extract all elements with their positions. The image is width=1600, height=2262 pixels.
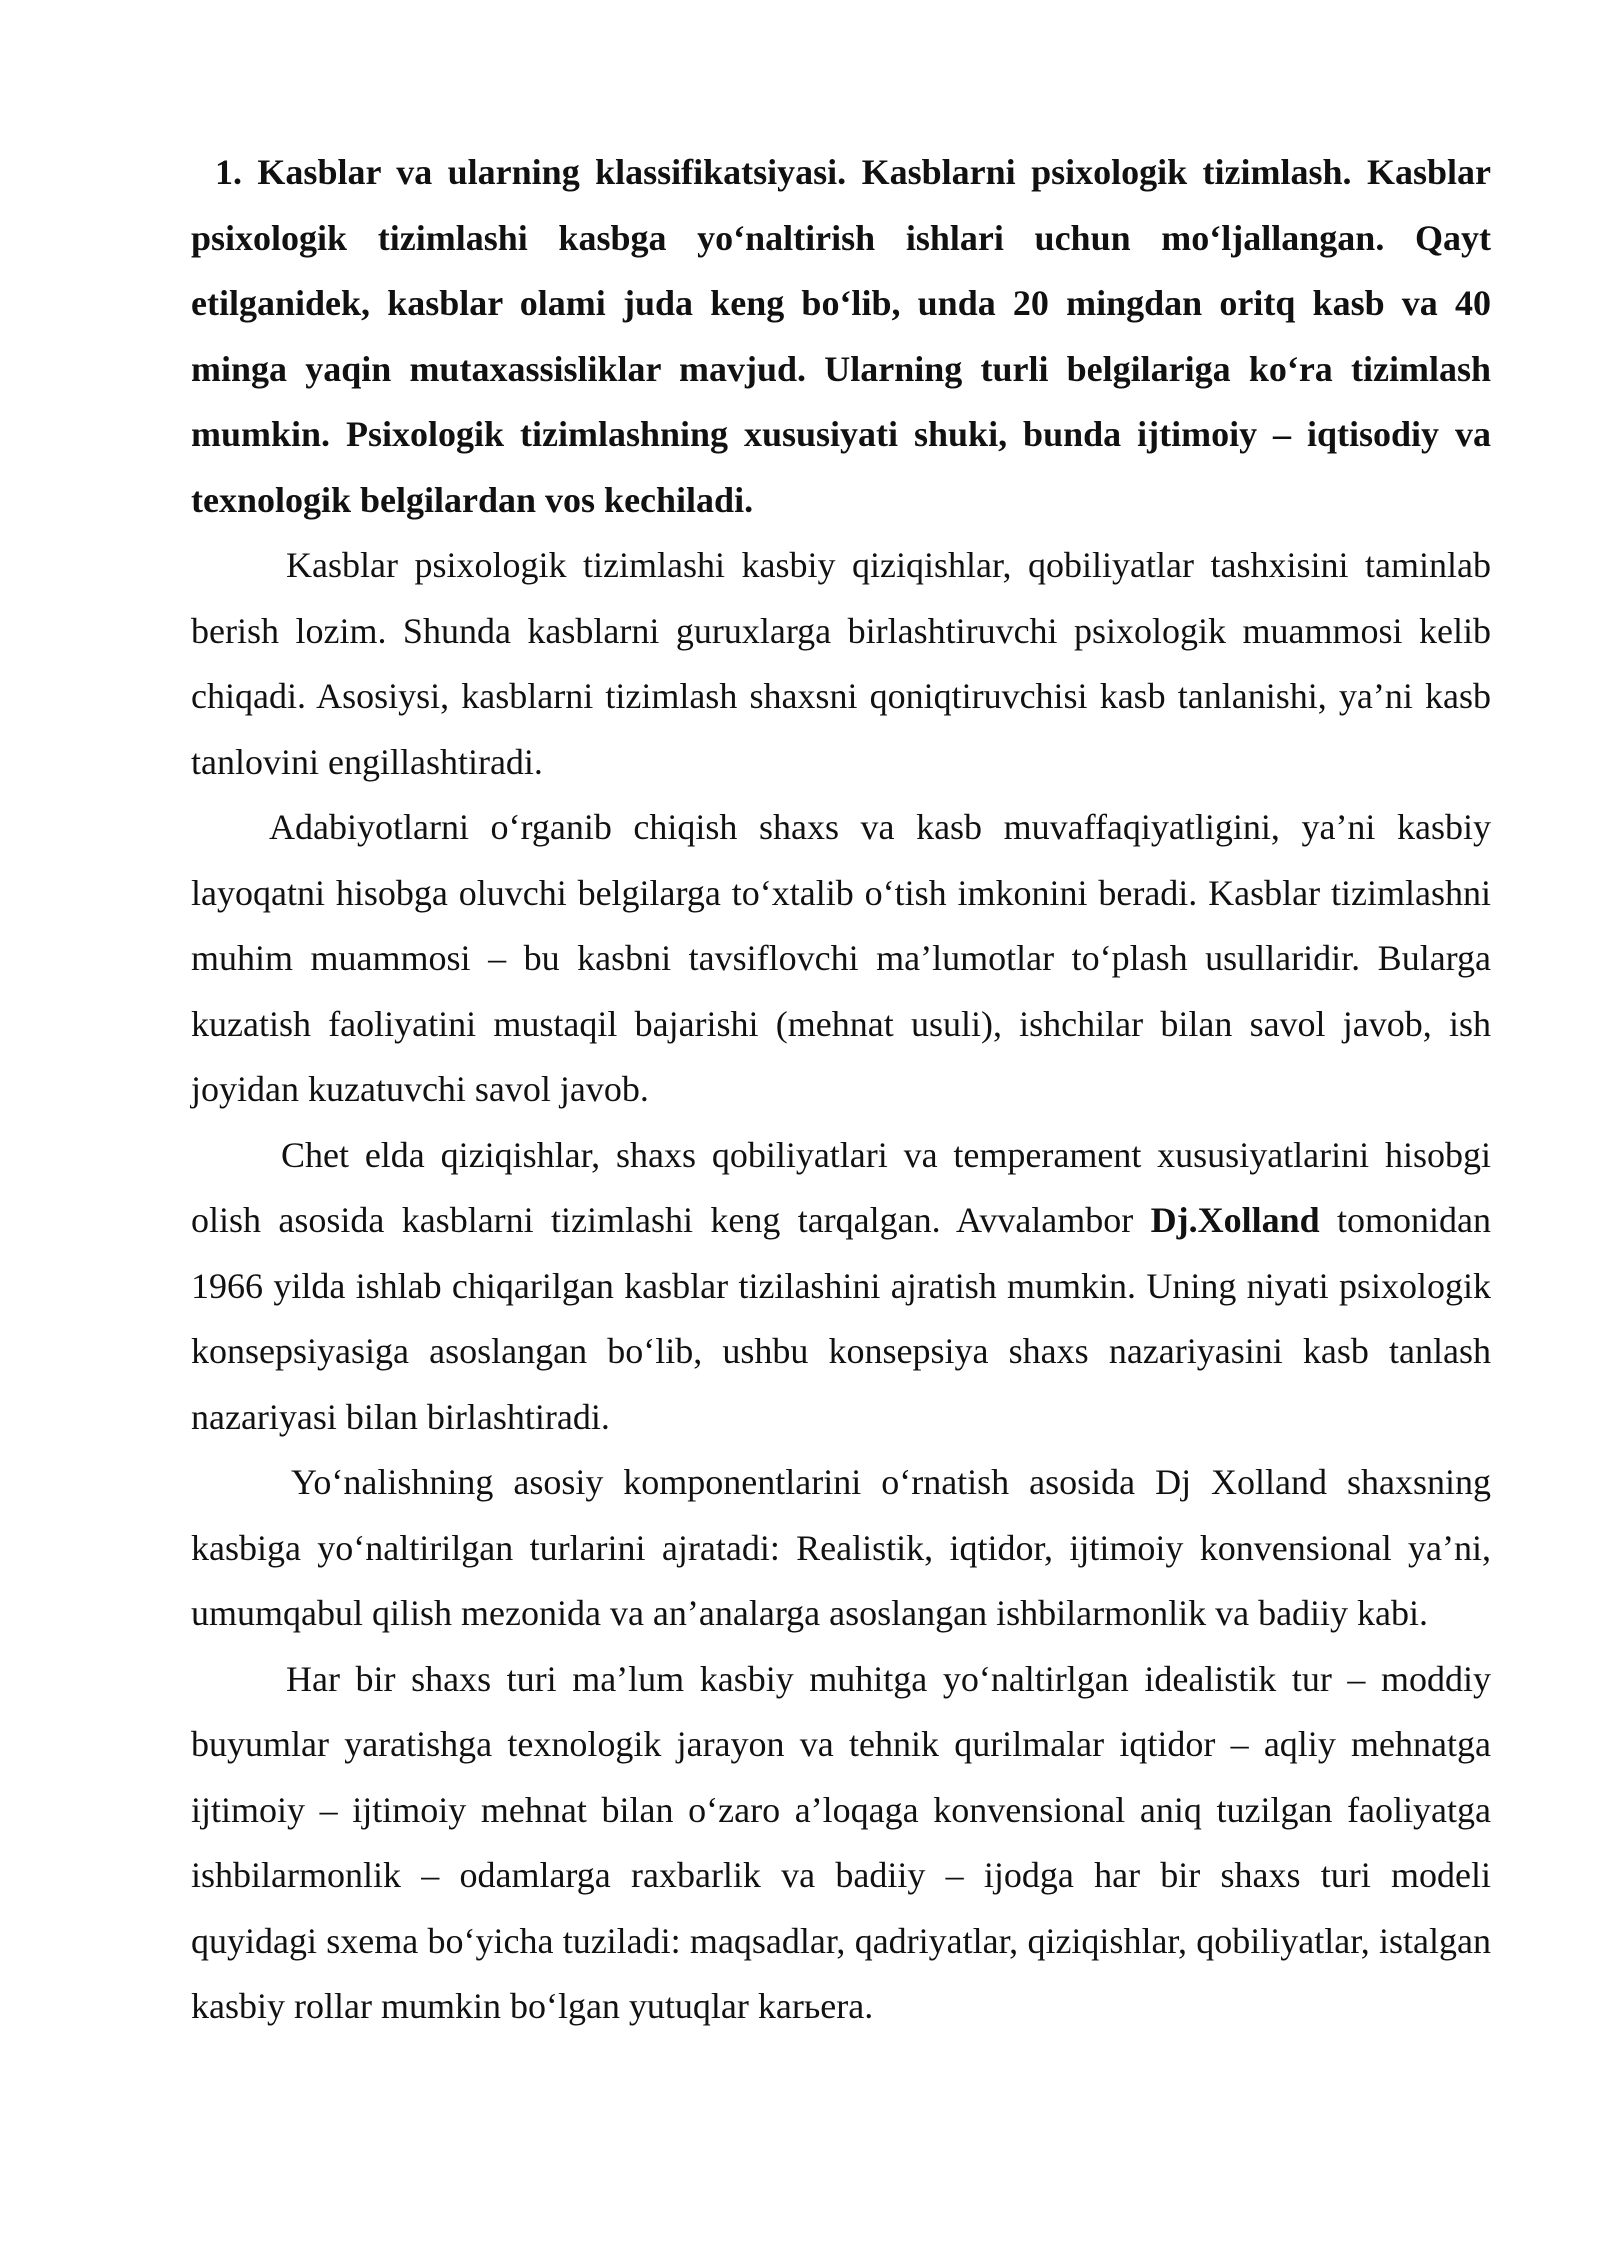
paragraph-4-text-before: Chet elda qiziqishlar, shaxs qobiliyatlari va temperament xususiyatlarini hisobgi olish asosida kasblarni tizimlashi keng tarqalgan. Avvalambor: [191, 1134, 1491, 1240]
paragraph-3: Adabiyotlarni o‘rganib chiqish shaxs va kasb muvaffaqiyatligini, ya’ni kasbiy layoqatni hisobga oluvchi belgilarga to‘xtalib o‘tish imkonini beradi. Kasblar tizimlashni muhim muammosi – bu kasbni tavsiflovchi ma’lumotlar to‘plash usullaridir. Bularga kuzatish faoliyatini mustaqil bajarishi (mehnat usuli), ishchilar bilan savol javob, ish joyidan kuzatuvchi savol javob.: [191, 807, 1491, 1109]
paragraph-4: [191, 1123, 1491, 1451]
paragraph-heading: 1. Kasblar va ularning klassifikatsiyasi. Kasblarni psixologik tizimlash. Kasblar psixologik tizimlashi kasbga yo‘naltirish ishlari uchun mo‘ljallangan. Qayt etilganidek, kasblar olami juda keng bo‘lib, unda 20 mingdan oritq kasb va 40 minga yaqin mutaxassisliklar mavjud. Ularning turli belgilariga ko‘ra tizimlash mumkin. Psixologik tizimlashning xususiyati shuki, bunda ijtimoiy – iqtisodiy va texnologik belgilardan vos kechiladi.: [191, 152, 1491, 520]
paragraph-6: Har bir shaxs turi ma’lum kasbiy muhitga yo‘naltirlgan idealistik tur – moddiy buyumlar yaratishga texnologik jarayon va tehnik qurilmalar iqtidor – aqliy mehnatga ijtimoiy – ijtimoiy mehnat bilan o‘zaro a’loqaga konvensional aniq tuzilgan faoliyatga ishbilarmonlik – odamlarga raxbarlik va badiiy – ijodga har bir shaxs turi modeli quyidagi sxema bo‘yicha tuziladi: maqsadlar, qadriyatlar, qiziqishlar, qobiliyatlar, istalgan kasbiy rollar mumkin bo‘lgan yutuqlar karьera.: [191, 1658, 1491, 2026]
paragraph-2: Kasblar psixologik tizimlashi kasbiy qiziqishlar, qobiliyatlar tashxisini taminlab berish lozim. Shunda kasblarni guruxlarga birlashtiruvchi psixologik muammosi kelib chiqadi. Asosiysi, kasblarni tizimlash shaxsni qoniqtiruvchisi kasb tanlanishi, ya’ni kasb tanlovini engillashtiradi.: [191, 545, 1491, 782]
paragraph-5: Yo‘nalishning asosiy komponentlarini o‘rnatish asosida Dj Xolland shaxsning kasbiga yo‘naltirilgan turlarini ajratadi: Realistik, iqtidor, ijtimoiy konvensional ya’ni, umumqabul qilish mezonida va an’analarga asoslangan ishbilarmonlik va badiiy kabi.: [191, 1462, 1491, 1633]
holland-name-bold: Dj.Xolland: [1150, 1200, 1320, 1240]
paragraph-4-text-after: tomonidan 1966 yilda ishlab chiqarilgan kasblar tizilashini ajratish mumkin. Uning niyati psixologik konsepsiyasiga asoslangan bo‘lib, ushbu konsepsiya shaxs nazariyasini kasb tanlash nazariyasi bilan birlashtiradi.: [191, 1200, 1492, 1437]
document-page: [191, 140, 1491, 2040]
